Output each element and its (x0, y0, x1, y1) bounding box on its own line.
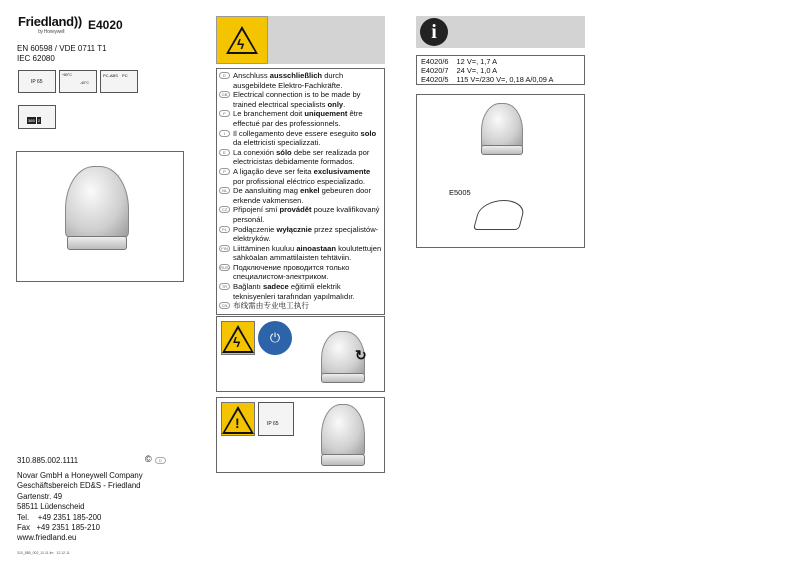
notice-text: durch ausgebildete Elektro-Fachkräfte. (233, 71, 344, 90)
language-badge: D (155, 457, 166, 464)
temp-low: -40°C (80, 81, 89, 85)
safety-notice-gb (219, 90, 382, 109)
brand-logo: Friedland)) by Honeywell (18, 14, 82, 35)
safety-notice-list (216, 68, 385, 315)
company-address (17, 471, 143, 544)
language-code-icon: CN (219, 302, 230, 309)
table-row (417, 57, 557, 66)
ip-instruction-image: ! IP 65 (216, 397, 385, 473)
safety-notice-d (219, 71, 382, 90)
safety-notice-cn (219, 301, 382, 311)
notice-text: Il collegamento deve essere eseguito (233, 128, 361, 138)
notice-text: . (343, 99, 346, 109)
notice-text: La conexión (233, 147, 277, 157)
notice-emphasis: wyłącznie (276, 224, 312, 234)
language-code-icon: D (219, 72, 230, 79)
language-code-icon: E (219, 149, 230, 156)
material-pictogram (100, 70, 138, 93)
notice-emphasis: only (327, 99, 344, 109)
notice-text: Подключение проводится только специалистом-электриком. (233, 262, 350, 282)
disconnect-power-icon: ⏻ (258, 321, 292, 355)
pack-2: 2 (37, 118, 41, 123)
notice-emphasis: provádět (279, 205, 312, 215)
notice-text: 布线需由专业电工执行 (233, 301, 309, 311)
notice-text: gebeuren door erkende vakmensen. (233, 186, 372, 205)
language-code-icon: F (219, 110, 230, 117)
notice-emphasis: exclusivamente (313, 166, 371, 176)
temp-high: +80°C (62, 73, 72, 77)
notice-text: Připojení smí (233, 205, 280, 215)
notice-text: debe ser realizada por electricistas debidamente formados. (233, 147, 370, 167)
address-line: Tel. +49 2351 185-200 (17, 512, 102, 522)
brand-name: Friedland (18, 14, 74, 29)
notice-text: Bağlantı (233, 282, 263, 292)
website-link[interactable]: www.friedland.eu (17, 533, 77, 543)
notice-text: être effectué par des professionnels. (233, 109, 363, 128)
language-code-icon: FIN (219, 245, 230, 252)
variants-table (416, 55, 585, 85)
address-line: 58511 Lüdenscheid (17, 502, 85, 512)
material-1: PC-ABS (103, 73, 118, 78)
language-code-icon: GB (219, 91, 230, 98)
standard: EN 60598 / VDE 0711 T1 (17, 44, 107, 53)
packaging-pictogram (18, 105, 56, 129)
notice-emphasis: enkel (300, 186, 320, 196)
notice-text: pouze kvalifikovaný personál. (233, 205, 380, 224)
notice-text: przez specjalistów-elektryków. (233, 224, 379, 244)
language-code-icon: NL (219, 187, 230, 194)
notice-text: por profissional eléctrico especializado. (233, 176, 366, 186)
safety-notice-i (219, 129, 382, 148)
standard: IEC 62080 (17, 54, 55, 63)
pack-1: 365 (28, 118, 35, 123)
safety-notice-p (219, 167, 382, 186)
language-code-icon: PL (219, 226, 230, 233)
safety-notice-f (219, 109, 382, 128)
safety-notice-rus (219, 263, 382, 282)
safety-notice-fin (219, 244, 382, 263)
variant-model: E4020/5 (421, 75, 449, 84)
notice-text: Liittäminen kuuluu (233, 243, 297, 253)
table-row (417, 66, 557, 75)
address-line: Novar GmbH a Honeywell Company (17, 471, 143, 480)
address-line: Gartenstr. 49 (17, 491, 63, 501)
language-code-icon: I (219, 130, 230, 137)
print-line: 310_885_002_11.11.fm 12.12.11 (17, 551, 70, 555)
rotate-arrow-icon: ↻ (355, 347, 367, 363)
product-image (16, 151, 184, 282)
safety-notice-nl (219, 186, 382, 205)
notice-emphasis: sólo (276, 147, 292, 157)
notice-emphasis: ainoastaan (296, 243, 336, 253)
notice-text: da elettricisti specializzati. (233, 138, 321, 148)
language-code-icon: RUS (220, 264, 229, 270)
rotation-instruction-image: ϟ ⏻ ↻ (216, 316, 385, 392)
address-line: Fax +49 2351 185-210 (17, 523, 101, 533)
variant-model: E4020/7 (421, 66, 449, 75)
notice-emphasis: sadece (262, 282, 289, 292)
notice-text: Electrical connection is to be made by trained electrical specialists (233, 90, 361, 109)
ip-label: IP 65 (31, 79, 43, 85)
ip-rating-pictogram (258, 402, 294, 436)
notice-text: De aansluiting mag (233, 186, 301, 196)
info-icon: i (420, 18, 448, 46)
safety-notice-tr (219, 282, 382, 301)
ip-label: IP 65 (267, 421, 279, 427)
standards (17, 44, 107, 64)
wall-bracket-drawing (473, 200, 527, 230)
ip-rating-pictogram (18, 70, 56, 93)
variant-spec: 12 V=, 1,7 A (456, 57, 498, 66)
variant-model: E4020/6 (421, 57, 449, 66)
accessory-label: E5005 (449, 188, 471, 197)
language-code-icon: TR (219, 283, 230, 290)
notice-emphasis: ausschließlich (269, 71, 323, 80)
table-row (417, 75, 557, 84)
accessory-image (416, 94, 585, 248)
notice-text: Le branchement doit (233, 109, 305, 119)
notice-emphasis: solo (360, 128, 377, 138)
address-line: Geschäftsbereich ED&S - Friedland (17, 481, 141, 491)
notice-emphasis: uniquement (304, 109, 348, 119)
info-header (416, 16, 585, 48)
warning-header: ϟ (216, 16, 385, 64)
notice-text: Podłączenie (233, 224, 277, 234)
temperature-pictogram (59, 70, 97, 93)
material-2: PC (122, 73, 128, 78)
notice-text: koulutettujen sähköalan ammattilaisten tehtäviin. (233, 243, 382, 263)
notice-text: eğitimli elektrik teknisyenleri tarafından yapılmalıdır. (233, 282, 355, 301)
variant-spec: 24 V=, 1,0 A (456, 66, 498, 75)
variant-spec: 115 V=/230 V=, 0,18 A/0,09 A (456, 75, 554, 84)
brand-sub: by Honeywell (38, 29, 65, 35)
safety-notice-pl (219, 225, 382, 244)
notice-text: Anschluss (233, 71, 270, 80)
language-code-icon: P (219, 168, 230, 175)
notice-text: A ligação deve ser feita (233, 166, 314, 176)
language-code-icon: CZ (219, 206, 230, 213)
model-title: E4020 (88, 18, 123, 32)
doc-number: 310.885.002.1111 (17, 456, 79, 465)
copyright-icon: © (145, 454, 152, 464)
safety-notice-cz (219, 205, 382, 224)
safety-notice-e (219, 148, 382, 167)
